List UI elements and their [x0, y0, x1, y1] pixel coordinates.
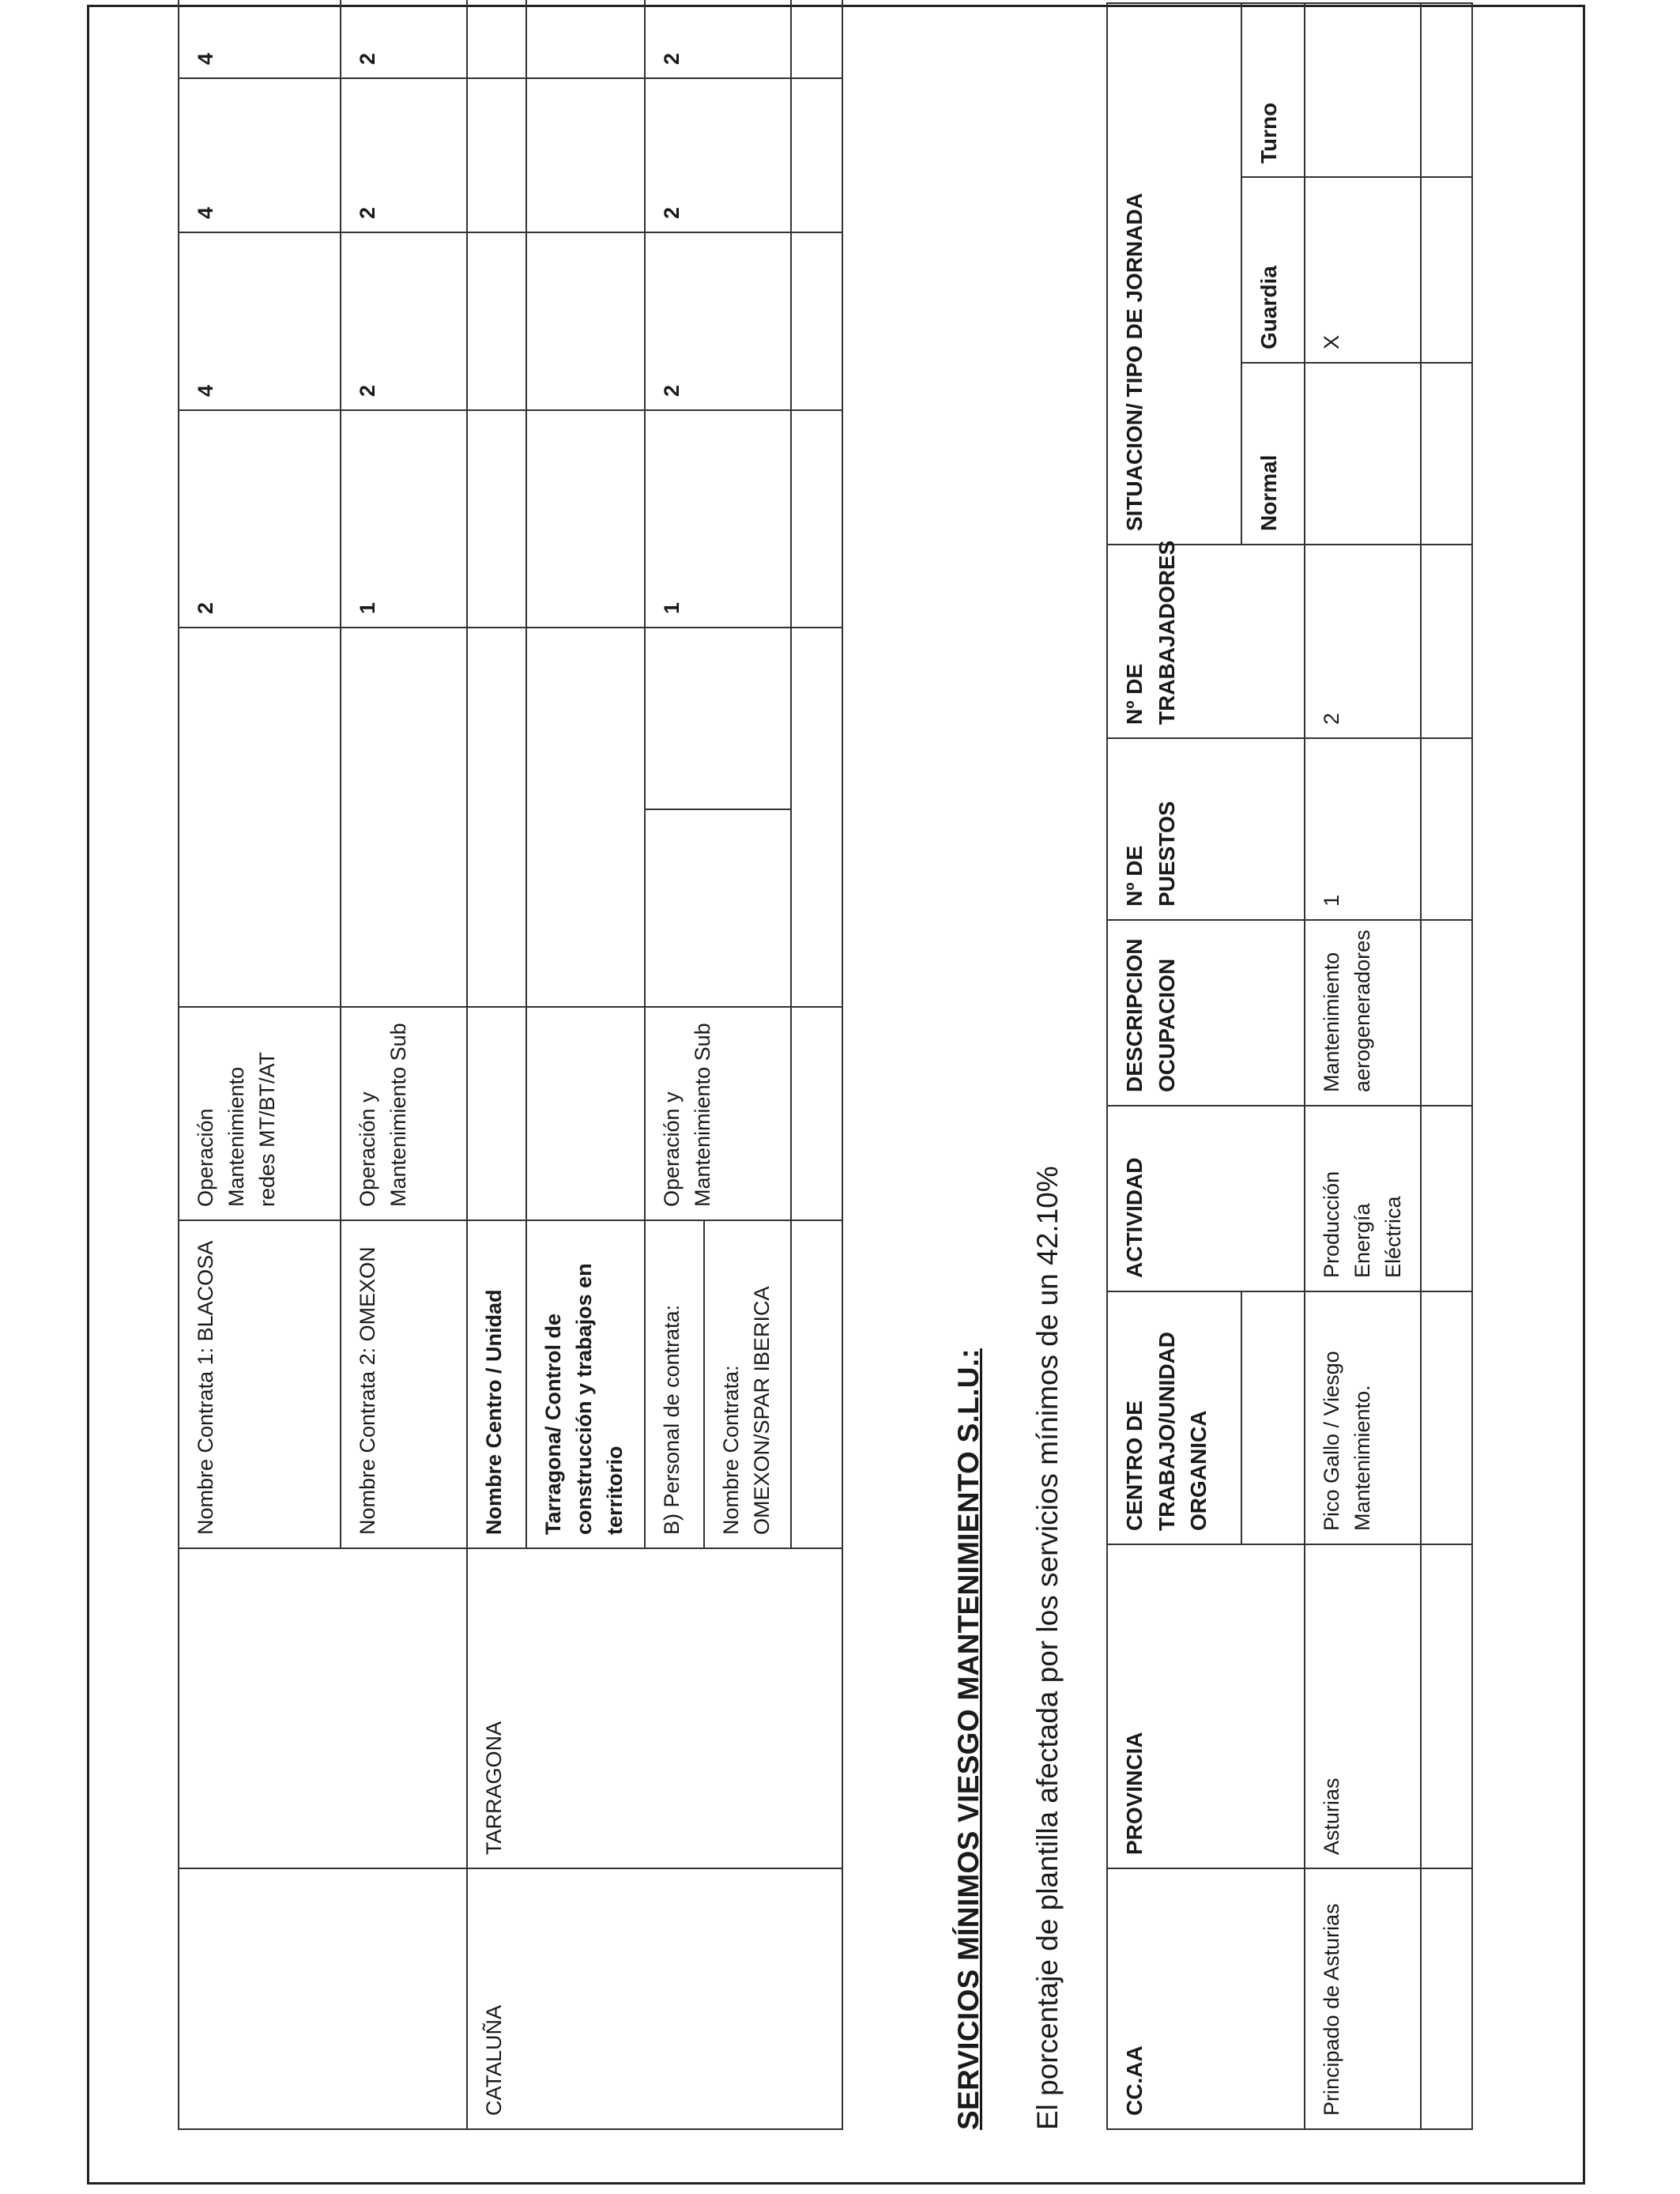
header-situacion: SITUACION/ TIPO DE JORNADA	[1107, 3, 1241, 545]
cell-value: 2	[179, 410, 341, 628]
header-descripcion: DESCRIPCION OCUPACION	[1107, 920, 1305, 1106]
cell-empty	[791, 78, 842, 232]
cell-empty	[526, 0, 645, 78]
cell-empty	[467, 0, 526, 78]
cell-normal	[1305, 363, 1421, 545]
percentage-text: El porcentaje de plantilla afectada por los servicios mínimos de un 42.10%	[1031, 1166, 1064, 2130]
cell-ccaa	[179, 1868, 467, 2129]
rotated-page-content	[122, 52, 1513, 2130]
cell-empty	[467, 410, 526, 628]
table-row	[467, 0, 526, 2129]
cell-value: 2	[645, 0, 791, 78]
cell-value: 1	[645, 410, 791, 628]
cell-empty	[1241, 1291, 1305, 1544]
cell-empty	[1421, 1106, 1472, 1291]
header-turno: Turno	[1241, 3, 1305, 177]
cell-empty	[1421, 1291, 1472, 1544]
cell-empty	[791, 1007, 842, 1220]
cell-empty	[467, 232, 526, 410]
header-row	[1107, 3, 1241, 2129]
table-row	[1305, 3, 1421, 2129]
cell-empty	[1421, 920, 1472, 1106]
cell-contrata-2: Nombre Contrata 2: OMEXON	[341, 1220, 467, 1548]
header-ccaa: CC.AA	[1107, 1868, 1305, 2129]
cell-empty	[645, 809, 791, 1007]
cell-actividad: Producción Energía Eléctrica	[1305, 1106, 1421, 1291]
cell-guardia: X	[1305, 177, 1421, 363]
cell-value: 4	[179, 78, 341, 232]
cell-centro: Pico Gallo / Viesgo Mantenimiento.	[1305, 1291, 1421, 1544]
cell-contrata-name: Nombre Contrata: OMEXON/SPAR IBERICA	[704, 1220, 791, 1548]
cell-empty	[1421, 363, 1472, 545]
header-centro: CENTRO DE TRABAJO/UNIDAD ORGANICA	[1107, 1291, 1241, 1544]
section-title: SERVICIOS MÍNIMOS VIESGO MANTENIMIENTO S.L.U.:	[952, 1348, 985, 2130]
cell-empty	[1421, 1868, 1472, 2129]
cell-centro-name: Tarragona/ Control de construcción y trabajos en territorio	[526, 1220, 645, 1548]
cell-turno	[1305, 3, 1421, 177]
header-normal: Normal	[1241, 363, 1305, 545]
cell-empty	[1421, 1544, 1472, 1868]
cell-value: 2	[341, 0, 467, 78]
cell-empty	[467, 628, 526, 1007]
cell-personal-contrata: B) Personal de contrata:	[645, 1220, 704, 1548]
cell-value: 1	[341, 410, 467, 628]
minimum-services-table	[1106, 2, 1473, 2130]
header-actividad: ACTIVIDAD	[1107, 1106, 1305, 1291]
cell-provincia	[179, 1548, 467, 1868]
cell-value: 4	[179, 232, 341, 410]
cell-value: 2	[645, 232, 791, 410]
cell-empty	[526, 78, 645, 232]
header-puestos: Nº DE PUESTOS	[1107, 738, 1305, 920]
table-row	[1421, 3, 1472, 2129]
cell-ccaa: Principado de Asturias	[1305, 1868, 1421, 2129]
cell-value: 4	[179, 0, 341, 78]
header-provincia: PROVINCIA	[1107, 1544, 1305, 1868]
cell-centro-header: Nombre Centro / Unidad	[467, 1220, 526, 1548]
cell-empty	[791, 628, 842, 1007]
cell-provincia: TARRAGONA	[467, 1548, 842, 1868]
cell-value: 2	[645, 78, 791, 232]
cell-activity: Operación Mantenimiento redes MT/BT/AT	[179, 1007, 341, 1220]
cell-puestos: 1	[1305, 738, 1421, 920]
table-row	[179, 0, 341, 2129]
contractors-table	[178, 0, 843, 2130]
cell-empty	[467, 78, 526, 232]
cell-empty	[791, 232, 842, 410]
cell-empty	[526, 628, 645, 1007]
cell-empty	[1421, 738, 1472, 920]
cell-empty	[526, 1007, 645, 1220]
cell-value: 2	[341, 78, 467, 232]
cell-empty	[791, 0, 842, 78]
cell-empty	[526, 232, 645, 410]
cell-blank	[179, 628, 341, 1007]
cell-activity: Operación y Mantenimiento Sub	[645, 1007, 791, 1220]
cell-empty	[526, 410, 645, 628]
header-trabajadores: Nº DE TRABAJADORES	[1107, 545, 1305, 738]
cell-activity: Operación y Mantenimiento Sub	[341, 1007, 467, 1220]
cell-provincia: Asturias	[1305, 1544, 1421, 1868]
cell-empty	[791, 1220, 842, 1548]
cell-empty	[1421, 3, 1472, 177]
header-guardia: Guardia	[1241, 177, 1305, 363]
cell-contrata-1: Nombre Contrata 1: BLACOSA	[179, 1220, 341, 1548]
cell-empty	[791, 410, 842, 628]
cell-blank	[341, 628, 467, 1007]
cell-ccaa: CATALUÑA	[467, 1868, 842, 2129]
cell-empty	[645, 628, 791, 809]
cell-empty	[1421, 545, 1472, 738]
cell-trabajadores: 2	[1305, 545, 1421, 738]
cell-empty	[1421, 177, 1472, 363]
cell-value: 2	[341, 232, 467, 410]
cell-descripcion: Mantenimiento aerogeneradores	[1305, 920, 1421, 1106]
cell-empty	[467, 1007, 526, 1220]
